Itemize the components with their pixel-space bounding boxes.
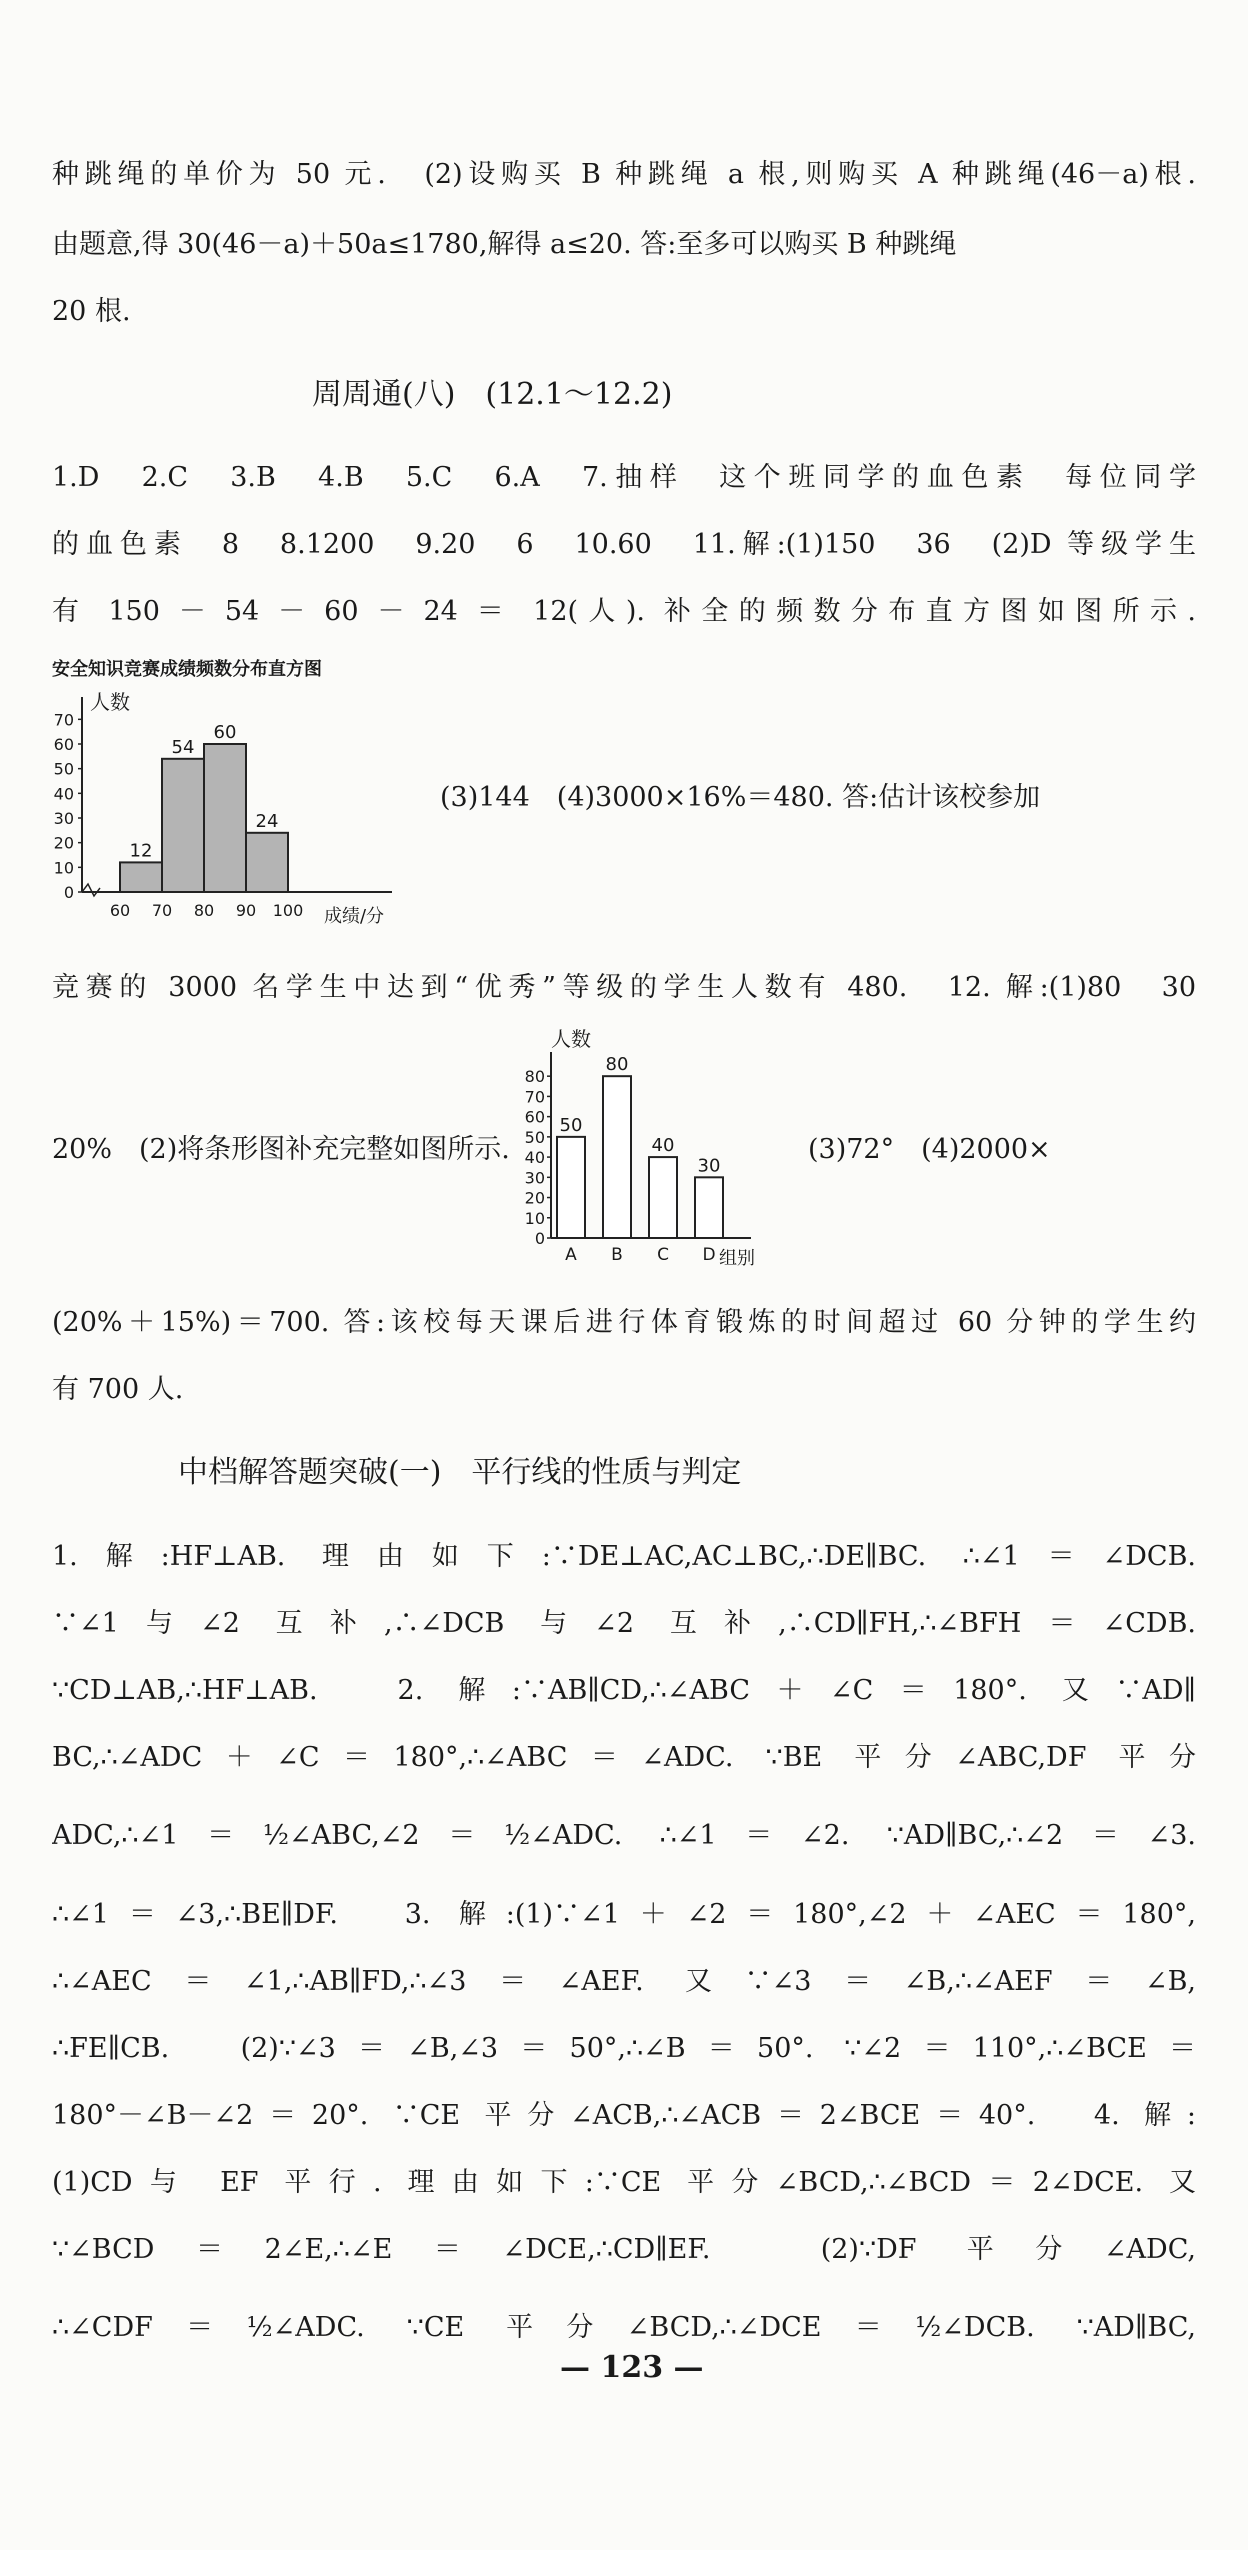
y-tick-label: 80 xyxy=(524,1067,545,1087)
x-tick-label: B xyxy=(611,1245,623,1265)
histogram-chart xyxy=(40,680,400,940)
text-line: 有 700 人. xyxy=(52,1374,184,1405)
text-line: ∴FE∥CB. (2)∵∠3＝∠B,∠3＝50°,∴∠B＝50°. ∵∠2＝110°,∴∠BCE＝ xyxy=(52,2033,1196,2064)
histogram-title: 安全知识竞赛成绩频数分布直方图 xyxy=(52,659,322,680)
text-line: ∴∠CDF＝½∠ADC. ∵CE 平分∠BCD,∴∠DCE＝½∠DCB. ∵AD∥BC, xyxy=(52,2312,1196,2343)
text-line: 1.D 2.C 3.B 4.B 5.C 6.A 7.抽样 这个班同学的血色素 每位同学 xyxy=(52,462,1196,493)
text-line: 180°－∠B－∠2＝20°. ∵CE 平分∠ACB,∴∠ACB＝2∠BCE＝40°. 4. 解: xyxy=(52,2100,1196,2131)
text-line: ∵CD⊥AB,∴HF⊥AB. 2. 解:∵AB∥CD,∴∠ABC＋∠C＝180°. 又∵AD∥ xyxy=(52,1675,1196,1706)
y-axis-label: 人数 xyxy=(90,690,130,714)
x-tick-label: 80 xyxy=(193,901,215,920)
bar-value-label: 24 xyxy=(255,810,279,832)
x-tick-label: 90 xyxy=(235,901,257,920)
text-line: 20% (2)将条形图补充完整如图所示. xyxy=(52,1134,510,1165)
axis-break xyxy=(82,884,100,896)
histogram-bar xyxy=(120,862,162,892)
y-tick-label: 70 xyxy=(524,1087,545,1107)
y-tick-label: 70 xyxy=(53,710,74,730)
bar-value-label: 30 xyxy=(697,1155,721,1177)
text-line: 种跳绳的单价为 50 元. (2)设购买 B 种跳绳 a 根,则购买 A 种跳绳(46－a)根. xyxy=(52,159,1196,190)
y-axis-label: 人数 xyxy=(551,1027,591,1051)
bar-value-label: 60 xyxy=(213,722,237,743)
bar-value-label: 50 xyxy=(559,1114,583,1136)
section-title: 周周通(八) (12.1～12.2) xyxy=(312,377,673,412)
y-tick-label: 30 xyxy=(53,809,74,828)
y-tick-label: 50 xyxy=(524,1127,545,1147)
x-tick-label: C xyxy=(657,1245,669,1265)
bar xyxy=(695,1177,723,1238)
bar xyxy=(603,1076,631,1238)
x-tick-label: 70 xyxy=(151,901,173,920)
y-tick-label: 20 xyxy=(53,833,74,853)
bar-value-label: 40 xyxy=(651,1135,675,1157)
x-tick-label: A xyxy=(565,1245,577,1265)
text-line: (3)72° (4)2000× xyxy=(808,1134,1051,1165)
y-tick-label: 60 xyxy=(524,1107,545,1127)
page-number: — 123 — xyxy=(560,2350,704,2385)
y-tick-label: 10 xyxy=(53,858,74,878)
y-tick-label: 0 xyxy=(63,883,74,902)
histogram-bar xyxy=(162,759,204,892)
bar-value-label: 54 xyxy=(171,736,195,758)
histogram-bar xyxy=(246,833,288,892)
bar-value-label: 12 xyxy=(129,840,153,862)
bar-value-label: 80 xyxy=(605,1054,629,1076)
text-line: (20%＋15%)＝700. 答:该校每天课后进行体育锻炼的时间超过 60 分钟的学生约 xyxy=(52,1307,1196,1338)
text-line: 的血色素 8 8.1200 9.20 6 10.60 11.解:(1)150 36 (2)D 等级学生 xyxy=(52,529,1196,560)
x-axis-label: 成绩/分 xyxy=(323,906,385,927)
text-line: 竞赛的 3000 名学生中达到“优秀”等级的学生人数有 480. 12. 解:(1)80 30 xyxy=(52,972,1196,1003)
bar xyxy=(649,1157,677,1238)
y-tick-label: 30 xyxy=(524,1168,545,1188)
text-line: 1.解:HF⊥AB. 理由如下:∵DE⊥AC,AC⊥BC,∴DE∥BC. ∴∠1＝∠DCB. xyxy=(52,1541,1196,1572)
text-line: 20 根. xyxy=(52,296,131,327)
text-line: (1)CD与 EF 平行. 理由如下:∵CE 平分∠BCD,∴∠BCD＝2∠DCE. 又 xyxy=(52,2167,1196,2198)
y-tick-label: 40 xyxy=(524,1148,545,1168)
y-tick-label: 20 xyxy=(524,1188,545,1208)
section-title: 中档解答题突破(一) 平行线的性质与判定 xyxy=(178,1455,742,1490)
y-tick-label: 10 xyxy=(524,1208,545,1228)
x-tick-label: D xyxy=(702,1245,716,1265)
text-line: ∴∠1＝∠3,∴BE∥DF. 3. 解:(1)∵∠1＋∠2＝180°,∠2＋∠AEC＝180°, xyxy=(52,1899,1196,1930)
x-tick-label: 100 xyxy=(272,901,304,920)
text-line: ∴∠AEC＝∠1,∴AB∥FD,∴∠3＝∠AEF. 又∵∠3＝∠B,∴∠AEF＝∠B, xyxy=(52,1966,1196,1997)
text-line: (3)144 (4)3000×16%＝480. 答:估计该校参加 xyxy=(440,782,1041,813)
y-tick-label: 60 xyxy=(53,735,74,754)
bar-chart xyxy=(524,1027,825,1290)
text-line: 由题意,得 30(46－a)＋50a≤1780,解得 a≤20. 答:至多可以购买 B 种跳绳 xyxy=(52,229,957,260)
bar xyxy=(557,1137,585,1238)
text-line: ∵∠1与∠2 互补,∴∠DCB 与∠2 互补,∴CD∥FH,∴∠BFH＝∠CDB. xyxy=(52,1608,1196,1639)
y-tick-label: 0 xyxy=(534,1229,545,1248)
text-line: BC,∴∠ADC＋∠C＝180°,∴∠ABC＝∠ADC. ∵BE 平分∠ABC,DF 平分 xyxy=(52,1742,1196,1773)
histogram-bar xyxy=(204,744,246,892)
text-line: 有 150 － 54 － 60 － 24 ＝ 12(人). 补全的频数分布直方图如图所示. xyxy=(52,596,1196,627)
y-tick-label: 50 xyxy=(53,759,74,779)
x-axis-label: 组别 xyxy=(719,1248,755,1269)
text-line: ∵∠BCD＝2∠E,∴∠E＝∠DCE,∴CD∥EF. (2)∵DF 平分∠ADC, xyxy=(52,2234,1196,2265)
text-line: ADC,∴∠1＝½∠ABC,∠2＝½∠ADC. ∴∠1＝∠2. ∵AD∥BC,∴∠2＝∠3. xyxy=(52,1820,1196,1851)
y-tick-label: 40 xyxy=(53,784,74,804)
x-tick-label: 60 xyxy=(109,901,131,920)
